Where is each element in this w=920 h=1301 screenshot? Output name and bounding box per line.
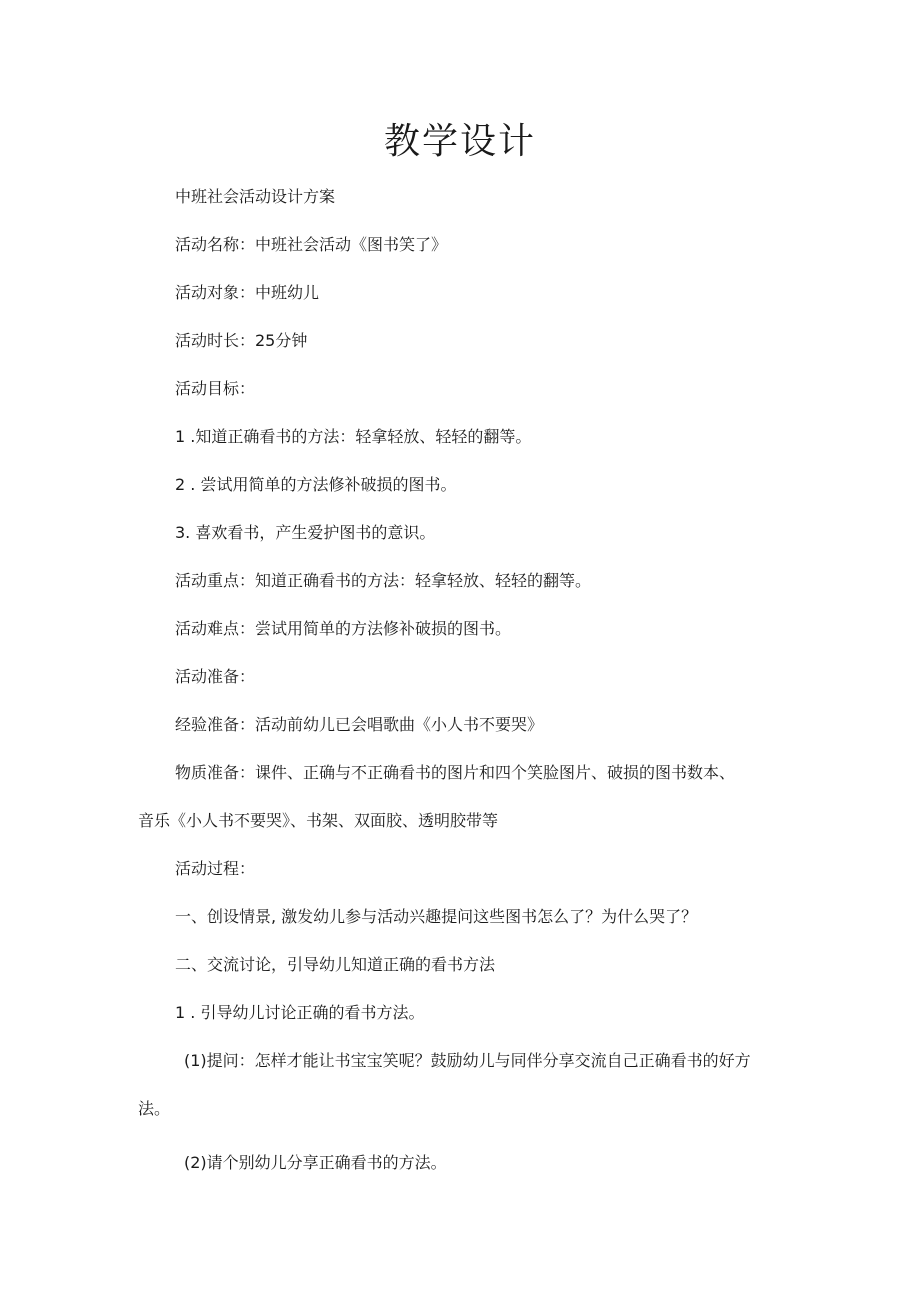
material-preparation-continued: 音乐《小人书不要哭》、书架、双面胶、透明胶带等: [138, 811, 499, 830]
key-point: 活动重点：知道正确看书的方法：轻拿轻放、轻轻的翻等。: [175, 571, 592, 590]
process-question-2: (2)请个别幼儿分享正确看书的方法。: [184, 1153, 447, 1172]
process-step-1: 一、创设情景, 激发幼儿参与活动兴趣提问这些图书怎么了？为什么哭了？: [175, 907, 698, 926]
process-question-1-continued: 法。: [138, 1099, 171, 1118]
goal-item-3: 3. 喜欢看书，产生爱护图书的意识。: [175, 523, 436, 542]
process-question-1: (1)提问：怎样才能让书宝宝笑呢？鼓励幼儿与同伴分享交流自己正确看书的好方: [184, 1051, 751, 1070]
process-substep-1: 1 . 引导幼儿讨论正确的看书方法。: [175, 1003, 425, 1022]
plan-heading: 中班社会活动设计方案: [175, 187, 336, 206]
goal-item-2: 2 . 尝试用简单的方法修补破损的图书。: [175, 475, 457, 494]
goal-item-1: 1 .知道正确看书的方法：轻拿轻放、轻轻的翻等。: [175, 427, 532, 446]
experience-preparation: 经验准备：活动前幼儿已会唱歌曲《小人书不要哭》: [175, 715, 544, 734]
difficult-point: 活动难点：尝试用简单的方法修补破损的图书。: [175, 619, 512, 638]
material-preparation: 物质准备：课件、正确与不正确看书的图片和四个笑脸图片、破损的图书数本、: [175, 763, 736, 782]
activity-duration: 活动时长：25分钟: [175, 331, 308, 350]
process-step-2: 二、交流讨论，引导幼儿知道正确的看书方法: [175, 955, 496, 974]
goals-heading: 活动目标：: [175, 379, 256, 398]
document-title: 教学设计: [383, 121, 536, 162]
activity-target: 活动对象：中班幼儿: [175, 283, 320, 302]
activity-name: 活动名称：中班社会活动《图书笑了》: [175, 235, 448, 254]
process-heading: 活动过程：: [175, 859, 256, 878]
preparation-heading: 活动准备：: [175, 667, 256, 686]
